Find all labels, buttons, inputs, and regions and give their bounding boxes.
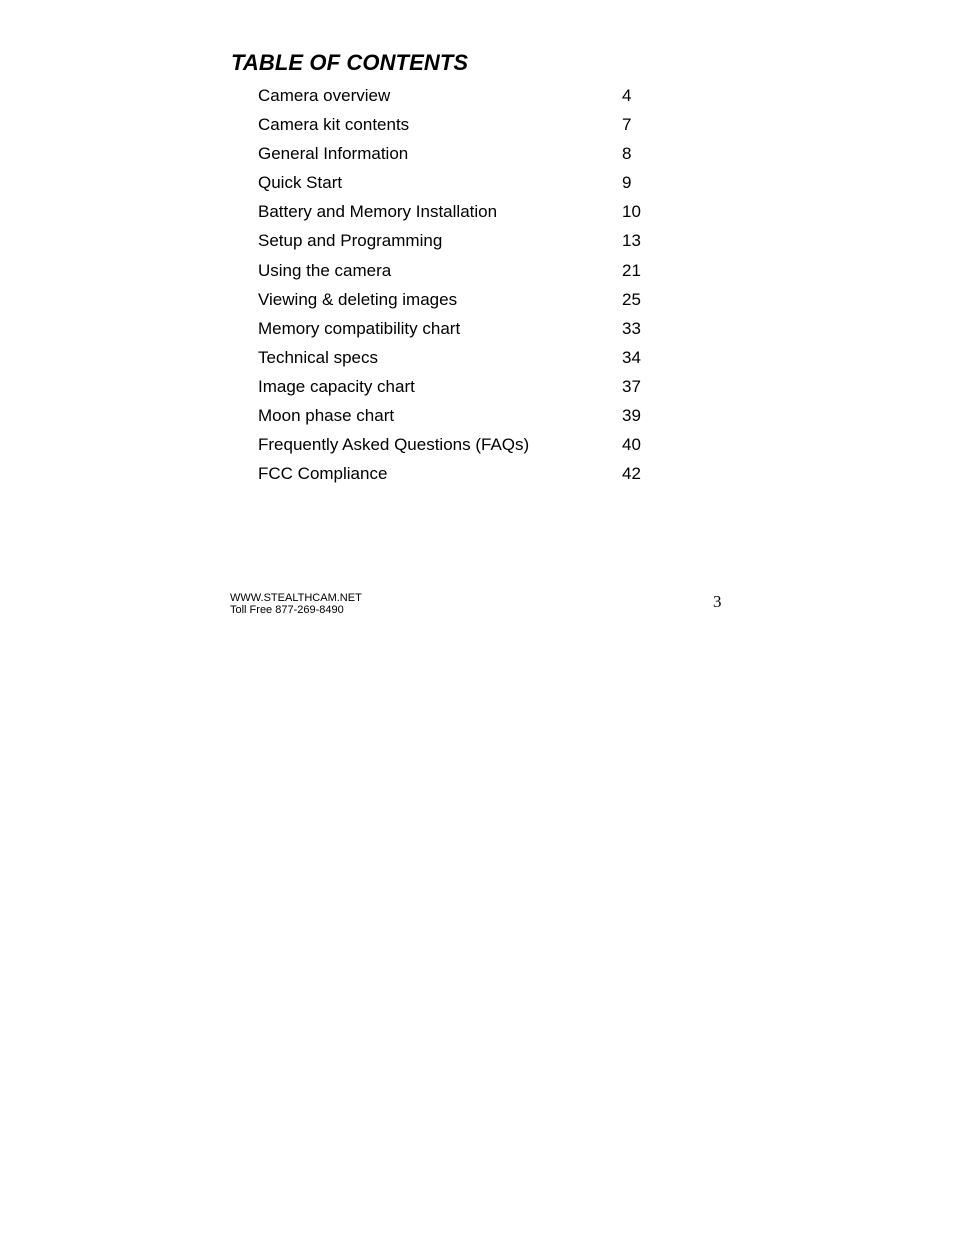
toc-entry-page: 37 (622, 376, 641, 396)
toc-entry-page: 10 (622, 202, 641, 222)
toc-entry-technical-specs[interactable] (258, 346, 678, 375)
toc-entry-label: Viewing & deleting images (258, 289, 458, 309)
toc-entry-label: Camera kit contents (258, 115, 410, 135)
toc-entry-image-capacity-chart[interactable] (258, 375, 678, 404)
toc-entry-page: 42 (622, 464, 641, 484)
toc-list (258, 84, 678, 491)
toc-entry-page: 4 (622, 86, 632, 105)
toc-entry-page: 25 (622, 289, 641, 309)
footer-website: WWW.STEALTHCAM.NET (230, 592, 362, 604)
toc-entry-label: Using the camera (258, 260, 392, 280)
toc-entry-label: Memory compatibility chart (258, 318, 461, 338)
toc-entry-page: 13 (622, 231, 641, 251)
toc-entry-label: Image capacity chart (258, 376, 415, 396)
toc-entry-setup-programming[interactable] (258, 229, 678, 258)
toc-entry-label: Battery and Memory Installation (258, 202, 498, 222)
toc-entry-page: 8 (622, 144, 632, 164)
toc-entry-battery-memory-installation[interactable] (258, 200, 678, 229)
toc-entry-general-information[interactable] (258, 142, 678, 171)
toc-entry-page: 33 (622, 318, 641, 338)
toc-entry-camera-kit-contents[interactable] (258, 113, 678, 142)
toc-entry-label: FCC Compliance (258, 464, 388, 484)
page-number: 3 (713, 592, 722, 611)
toc-entry-viewing-deleting-images[interactable] (258, 288, 678, 317)
toc-entry-label: Quick Start (258, 173, 343, 193)
toc-entry-fcc-compliance[interactable] (258, 462, 678, 491)
toc-entry-label: Setup and Programming (258, 231, 443, 251)
toc-entry-label: Frequently Asked Questions (FAQs) (258, 435, 530, 455)
toc-entry-label: Technical specs (258, 347, 379, 367)
toc-entry-faqs[interactable] (258, 433, 678, 462)
toc-entry-moon-phase-chart[interactable] (258, 404, 678, 433)
toc-entry-camera-overview[interactable] (258, 84, 678, 113)
footer-phone: Toll Free 877-269-8490 (230, 604, 344, 616)
toc-entry-page: 40 (622, 435, 641, 455)
toc-entry-memory-compatibility-chart[interactable] (258, 317, 678, 346)
toc-entry-page: 39 (622, 406, 641, 426)
toc-entry-label: General Information (258, 144, 409, 164)
toc-entry-quick-start[interactable] (258, 171, 678, 200)
toc-entry-page: 21 (622, 260, 641, 280)
toc-entry-label: Camera overview (258, 86, 391, 105)
toc-entry-page: 9 (622, 173, 632, 193)
toc-entry-label: Moon phase chart (258, 406, 395, 426)
toc-title: TABLE OF CONTENTS (231, 50, 469, 75)
toc-entry-using-camera[interactable] (258, 259, 678, 288)
toc-entry-page: 7 (622, 115, 632, 135)
footer-contact (230, 592, 362, 616)
toc-entry-page: 34 (622, 347, 641, 367)
